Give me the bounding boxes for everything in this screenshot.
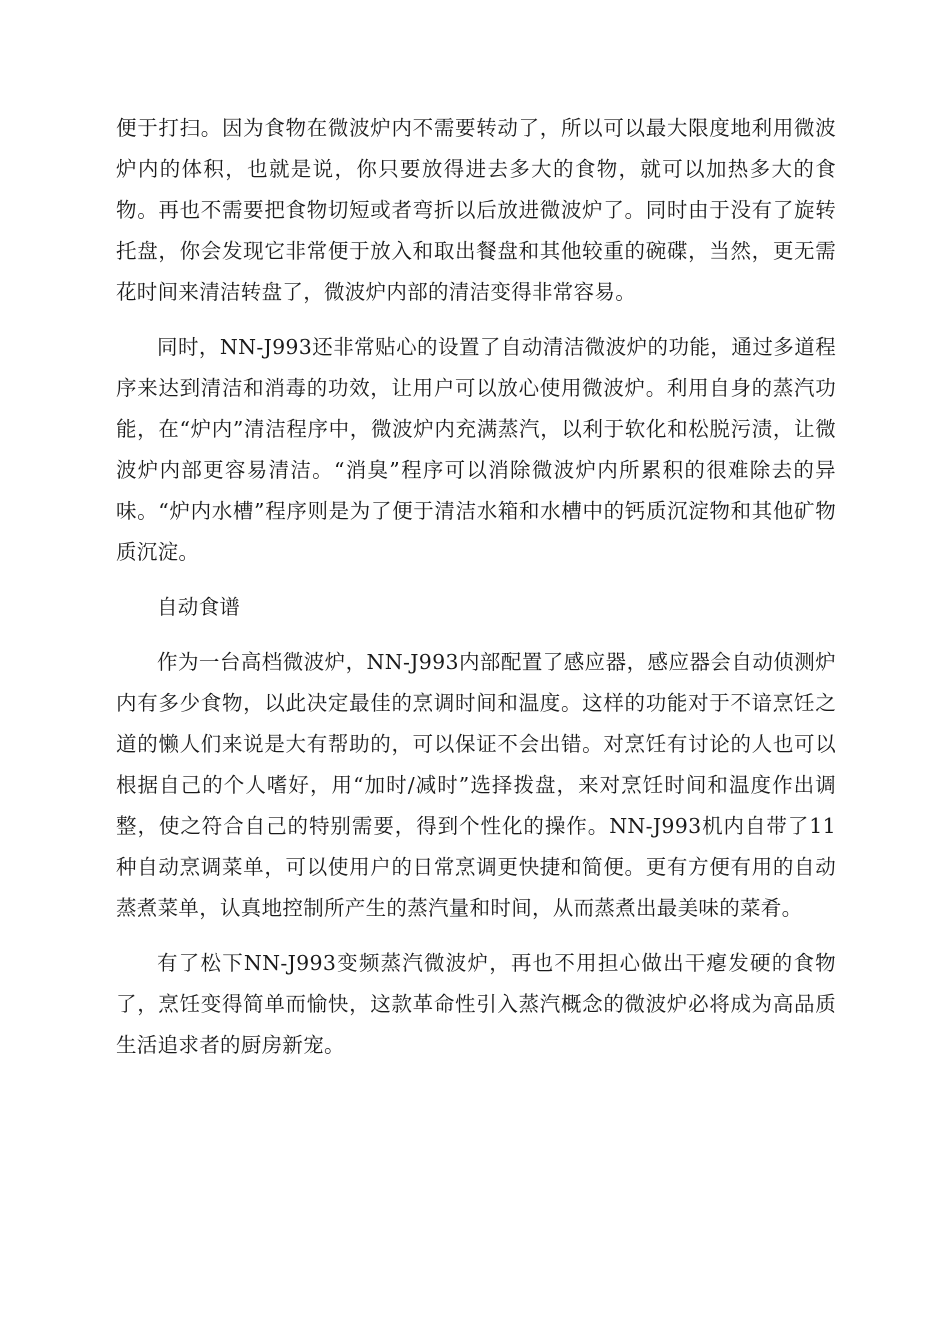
paragraph-cleaning-continued: 便于打扫。因为食物在微波炉内不需要转动了，所以可以最大限度地利用微波炉内的体积，也就是说，你只要放得进去多大的食物，就可以加热多大的食物。再也不需要把食物切短或者弯折以后放进微波炉了。同时由于没有了旋转托盘，你会发现它非常便于放入和取出餐盘和其他较重的碗碟，当然，更无需花时间来清洁转盘了，微波炉内部的清洁变得非常容易。: [116, 116, 836, 304]
paragraph-sensor-cooking: 作为一台高档微波炉，NN-J993内部配置了感应器，感应器会自动侦测炉内有多少食物，以此决定最佳的烹调时间和温度。这样的功能对于不谙烹饪之道的懒人们来说是大有帮助的，可以保证不会出错。对烹饪有讨论的人也可以根据自己的个人嗜好，用“加时/减时”选择拨盘，来对烹饪时间和温度作出调整，使之符合自己的特别需要，得到个性化的操作。NN-J993机内自带了11种自动烹调菜单，可以使用户的日常烹调更快捷和简便。更有方便有用的自动蒸煮菜单，认真地控制所产生的蒸汽量和时间，从而蒸煮出最美味的菜肴。: [116, 650, 836, 920]
paragraph-auto-clean: 同时，NN-J993还非常贴心的设置了自动清洁微波炉的功能，通过多道程序来达到清洁和消毒的功效，让用户可以放心使用微波炉。利用自身的蒸汽功能，在“炉内”清洁程序中，微波炉内充满蒸汽，以利于软化和松脱污渍，让微波炉内部更容易清洁。“消臭”程序可以消除微波炉内所累积的很难除去的异味。“炉内水槽”程序则是为了便于清洁水箱和水槽中的钙质沉淀物和其他矿物质沉淀。: [116, 335, 836, 564]
document-body: [116, 108, 836, 1080]
section-heading-auto-recipes: 自动食谱: [157, 595, 241, 619]
paragraph-conclusion: 有了松下NN-J993变频蒸汽微波炉，再也不用担心做出干瘪发硬的食物了，烹饪变得简单而愉快，这款革命性引入蒸汽概念的微波炉必将成为高品质生活追求者的厨房新宠。: [116, 951, 836, 1057]
